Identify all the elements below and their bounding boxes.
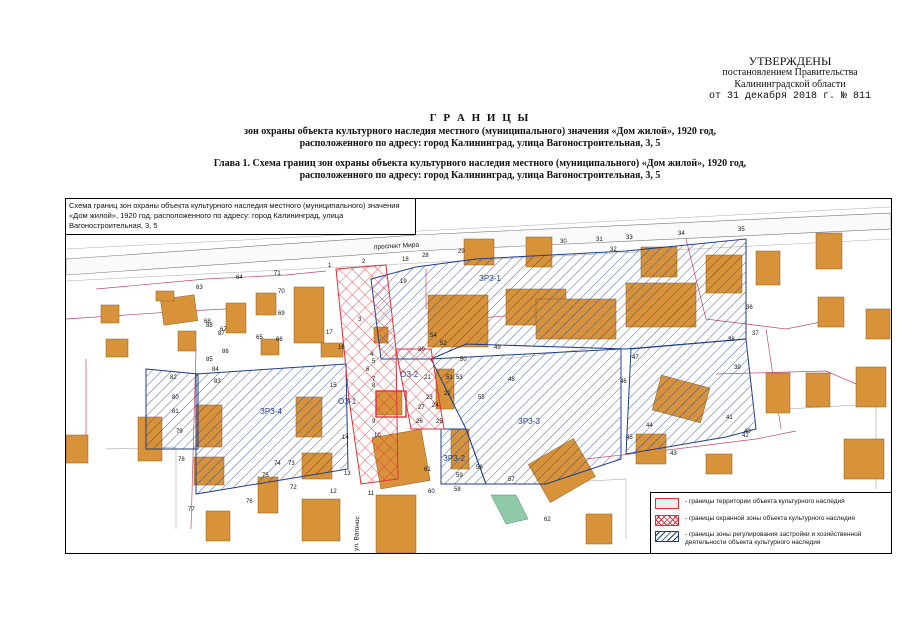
green-area (491, 495, 528, 524)
legend-swatch-heritage (655, 498, 679, 509)
boundary-point-62: 62 (544, 517, 551, 523)
boundary-point-16: 16 (338, 345, 345, 351)
boundary-point-84: 84 (212, 367, 219, 373)
boundary-point-76: 76 (246, 499, 253, 505)
boundary-point-68: 68 (204, 319, 211, 325)
zone-label-oz2: ОЗ-2 (400, 370, 419, 379)
chapter-line-1: Глава 1. Схема границ зон охраны объекта культурного наследия местного (муниципального) «Дом жилой», 1920 год, (213, 158, 747, 169)
boundary-point-20: 20 (418, 347, 425, 353)
boundary-point-75: 75 (262, 473, 269, 479)
boundary-point-48: 48 (508, 377, 515, 383)
boundary-point-80: 80 (172, 395, 179, 401)
boundary-point-59: 59 (456, 473, 463, 479)
approval-body: постановлением Правительства (722, 67, 858, 78)
boundary-point-39: 39 (734, 365, 741, 371)
boundary-point-10: 10 (374, 433, 381, 439)
boundary-point-72: 72 (290, 485, 297, 491)
boundary-point-50: 50 (460, 357, 467, 363)
legend-swatch-regulate (655, 531, 679, 542)
boundary-point-41: 41 (726, 415, 733, 421)
boundary-point-69: 69 (278, 311, 285, 317)
boundary-point-47: 47 (632, 355, 639, 361)
boundary-point-64: 64 (236, 275, 243, 281)
boundary-point-53: 53 (456, 375, 463, 381)
zone-label-zrz4: ЗРЗ-4 (260, 407, 282, 416)
boundary-point-26: 26 (416, 419, 423, 425)
boundary-point-52: 52 (440, 341, 447, 347)
boundary-point-49: 49 (494, 345, 501, 351)
boundary-point-24: 24 (432, 403, 439, 409)
boundary-point-11: 11 (368, 491, 375, 497)
boundary-point-7: 7 (372, 377, 376, 383)
boundary-point-14: 14 (342, 435, 349, 441)
boundary-point-45: 45 (626, 435, 633, 441)
boundary-point-18: 18 (402, 257, 409, 263)
map-legend (650, 492, 891, 553)
boundary-point-65: 65 (256, 335, 263, 341)
boundary-point-43: 43 (670, 451, 677, 457)
boundary-point-58: 58 (454, 487, 461, 493)
boundary-point-87: 87 (218, 331, 225, 337)
title-line-1: зон охраны объекта культурного наследия местного (муниципального) значения «Дом жилой», 1920 год, (244, 126, 716, 137)
boundary-point-15: 15 (330, 383, 337, 389)
boundary-point-13: 13 (344, 471, 351, 477)
zone-label-oz1: ОЗ-1 (338, 397, 357, 406)
boundary-point-71: 71 (274, 271, 281, 277)
boundary-point-30: 30 (560, 239, 567, 245)
boundary-point-21: 21 (424, 375, 431, 381)
boundary-point-60: 60 (428, 489, 435, 495)
boundary-point-28: 28 (422, 253, 429, 259)
legend-text-protect: - границы охранной зоны объекта культурного наследия (685, 515, 855, 522)
legend-row-heritage (655, 498, 885, 509)
zone-label-zrz3: ЗРЗ-3 (518, 417, 540, 426)
boundary-point-78: 78 (178, 457, 185, 463)
boundary-point-57: 57 (508, 477, 515, 483)
boundary-point-56: 56 (476, 465, 483, 471)
boundary-point-67: 67 (220, 327, 227, 333)
street-prospect-label: проспект Мира (373, 241, 420, 251)
boundary-point-19: 19 (400, 279, 407, 285)
boundary-point-35: 35 (738, 227, 745, 233)
boundary-point-3: 3 (358, 317, 362, 323)
boundary-point-83: 83 (214, 379, 221, 385)
title-line-2: расположенного по адресу: город Калининград, улица Вагоностроительная, 3, 5 (299, 138, 661, 149)
legend-row-protect (655, 515, 885, 526)
boundary-point-8: 8 (372, 383, 376, 389)
boundary-point-29: 29 (458, 249, 465, 255)
boundary-point-34: 34 (678, 231, 685, 237)
boundary-point-25: 25 (436, 419, 443, 425)
boundary-point-32: 32 (610, 247, 617, 253)
approval-stamp (690, 55, 890, 103)
approval-region: Калининградской области (734, 79, 846, 90)
boundary-point-27: 27 (418, 405, 425, 411)
boundary-point-81: 81 (172, 409, 179, 415)
boundary-point-1: 1 (328, 263, 332, 269)
zone-map (65, 198, 892, 554)
boundary-point-40: 40 (744, 429, 751, 435)
boundary-point-23: 23 (426, 395, 433, 401)
boundary-point-9: 9 (372, 419, 376, 425)
boundary-point-66: 66 (276, 337, 283, 343)
boundary-point-63: 63 (196, 285, 203, 291)
boundary-point-31: 31 (596, 237, 603, 243)
boundary-point-5: 5 (372, 359, 376, 365)
boundary-point-42: 42 (742, 433, 749, 439)
boundary-point-17: 17 (326, 330, 333, 336)
legend-swatch-protect (655, 515, 679, 526)
boundary-point-51: 51 (446, 375, 453, 381)
map-caption: Схема границ зон охраны объекта культурного наследия местного (муниципального) значения «Дом жилой», 1920 год, расположенного по адресу: город Калининград, улица Вагоностроительная, 3, 5 (66, 199, 416, 235)
boundary-point-54: 54 (430, 333, 437, 339)
boundary-point-36: 36 (746, 305, 753, 311)
boundary-point-88: 88 (206, 323, 213, 329)
boundary-point-12: 12 (330, 489, 337, 495)
legend-row-regulate (655, 531, 885, 547)
boundary-point-38: 38 (728, 337, 735, 343)
legend-text-heritage: - границы территории объекта культурного наследия (685, 498, 845, 505)
approval-date: от 31 декабря 2018 г. № 811 (708, 91, 872, 102)
boundary-point-85: 85 (206, 357, 213, 363)
title-heading: Г Р А Н И Ц Ы (429, 112, 531, 124)
zone-label-zrz2: ЗРЗ-2 (443, 454, 465, 463)
zone-label-zrz1: ЗРЗ-1 (479, 274, 501, 283)
boundary-point-79: 79 (176, 429, 183, 435)
boundary-point-22: 22 (444, 391, 451, 397)
boundary-point-6: 6 (366, 367, 370, 373)
boundary-point-55: 55 (478, 395, 485, 401)
street-vagon-label: ул. Вагонос (353, 516, 362, 552)
boundary-point-73: 73 (288, 461, 295, 467)
chapter-line-2: расположенного по адресу: город Калининград, улица Вагоностроительная, 3, 5 (299, 170, 661, 181)
boundary-point-46: 46 (620, 379, 627, 385)
legend-text-regulate: - границы зоны регулирования застройки и хозяйственной деятельности объекта культурного наследия (685, 531, 862, 546)
boundary-point-33: 33 (626, 235, 633, 241)
boundary-point-82: 82 (170, 375, 177, 381)
boundary-point-86: 86 (222, 349, 229, 355)
boundary-point-70: 70 (278, 289, 285, 295)
boundary-point-77: 77 (188, 507, 195, 513)
boundary-point-44: 44 (646, 423, 653, 429)
boundary-point-37: 37 (752, 331, 759, 337)
approval-title: УТВЕРЖДЕНЫ (748, 54, 832, 68)
boundary-point-74: 74 (274, 461, 281, 467)
boundary-point-4: 4 (370, 352, 374, 358)
document-title (140, 112, 820, 182)
boundary-point-61: 61 (424, 467, 431, 473)
boundary-point-2: 2 (362, 259, 366, 265)
